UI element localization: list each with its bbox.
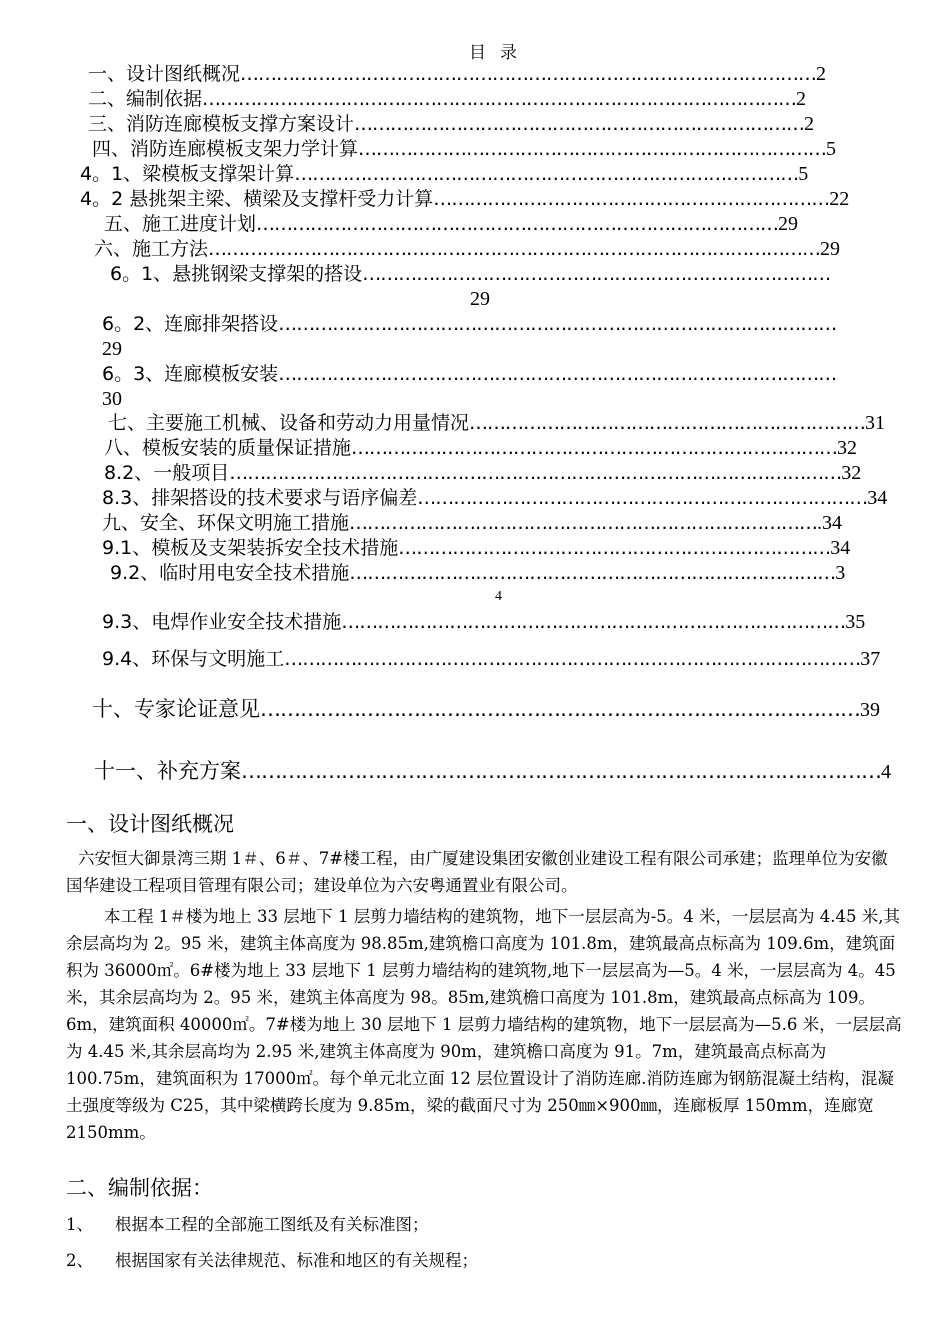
toc-entry-text: 七、主要施工机械、设备和劳动力用量情况 [108, 412, 470, 434]
toc-entry-text: 9.1、模板及支架装拆安全技术措施 [102, 537, 399, 559]
toc-leader: ………………………………………………………… [469, 412, 866, 434]
toc-page: 35 [845, 611, 866, 633]
list-item [66, 1211, 429, 1235]
toc-entry-text: 一、设计图纸概况 [88, 63, 241, 85]
toc-entry[interactable] [80, 162, 808, 186]
toc-entry-text: 6。2、连廊排架搭设 [102, 313, 279, 335]
toc-leader: …………………………………………………………………………… [256, 213, 779, 235]
toc-page: 32 [841, 462, 862, 484]
toc-entry[interactable] [88, 87, 806, 111]
toc-entry[interactable] [102, 312, 836, 336]
toc-entry-text: 8.2、一般项目 [104, 462, 230, 484]
list-number: 2、 [66, 1251, 93, 1270]
toc-leader: ………………………………………………………………… [354, 113, 805, 135]
toc-page: 22 [829, 188, 850, 210]
toc-entry-text: 4。1、梁模板支撑架计算 [80, 163, 295, 185]
toc-entry[interactable] [102, 511, 842, 535]
toc-entry-text: 8.3、排架搭设的技术要求与语序偏差 [102, 487, 418, 509]
toc-page: 2 [796, 88, 807, 110]
toc-entry[interactable] [108, 411, 885, 435]
toc-page: 29 [778, 213, 799, 235]
toc-page-wrapped: 29 [470, 288, 490, 310]
toc-leader: ………………………………………………………………………… [294, 163, 799, 185]
toc-entry-text: 9.3、电焊作业安全技术措施 [102, 611, 342, 633]
toc-leader: ……………………………………………………………… [398, 537, 831, 559]
section-heading: 一、设计图纸概况 [66, 812, 234, 836]
toc-page: 2 [804, 113, 815, 135]
toc-entry-text: 四、消防连廊模板支架力学计算 [92, 138, 359, 160]
toc-page: 39 [860, 699, 880, 721]
toc-leader: …………………………………………………………………… [358, 138, 827, 160]
list-text: 根据国家有关法律规范、标准和地区的有关规程； [115, 1251, 478, 1270]
toc-page-wrapped: 4 [495, 589, 502, 604]
toc-page-wrapped: 29 [102, 338, 122, 360]
toc-leader: …………………………………………………………………… [362, 263, 831, 285]
toc-page: 31 [865, 412, 886, 434]
toc-entry-text: 十、专家论证意见 [92, 697, 260, 721]
toc-page: 34 [867, 487, 888, 509]
section-heading: 二、编制依据： [66, 1176, 213, 1200]
toc-entry[interactable] [92, 697, 880, 722]
toc-entry[interactable] [104, 461, 861, 485]
toc-entry[interactable] [102, 536, 850, 560]
toc-entry-text: 6。3、连廊模板安装 [102, 363, 279, 385]
toc-entry-text: 九、安全、环保文明施工措施 [102, 512, 350, 534]
toc-leader: ……………………………………………………………………………………… [202, 88, 797, 110]
toc-page: .34 [817, 512, 843, 534]
list-number: 1、 [66, 1215, 93, 1234]
toc-leader: ……………………………………………………………………………… [260, 697, 860, 721]
toc-entry[interactable] [104, 212, 798, 236]
toc-entry[interactable] [80, 187, 849, 211]
toc-leader: ……………………………………………………………………… [349, 562, 836, 584]
toc-entry-text: 9.4、环保与文明施工 [102, 648, 285, 670]
toc-leader: ………………………………………………………………………………………… [229, 462, 842, 484]
toc-entry[interactable] [94, 237, 840, 261]
toc-leader: …………………………………………………………………………………… [240, 63, 817, 85]
toc-entry-text: 6。1、悬挑钢梁支撑架的搭设 [110, 263, 363, 285]
toc-leader: ………………………………………………………………………………… [278, 363, 837, 385]
toc-entry[interactable] [88, 112, 814, 136]
toc-entry[interactable] [102, 486, 887, 510]
paragraph: 本工程 1＃楼为地上 33 层地下 1 层剪力墙结构的建筑物，地下一层层高为-5。4 米，一层层高为 4.45 米,其余层高均为 2。95 米，建筑主体高度为 98.85m,建筑檐口高度为 101.8m，建筑最高点标高为 109.6m，建筑面积为 36000㎡。6#楼为地上 33 层地下 1 层剪力墙结构的建筑物,地下一层层高为—5。4 米，一层层高为 4。45 米，其余层高均为 2。95 米，建筑主体高度为 98。85m,建筑檐口高度为 101.8m，建筑最高点标高为 109。6m，建筑面积 40000㎡。7#楼为地上 30 层地下 1 层剪力墙结构的建筑物，地下一层层高为—5.6 米，一层层高为 4.45 米,其余层高均为 2.95 米,建筑主体高度为 90m，建筑檐口高度为 91。7m，建筑最高点标高为 100.75m，建筑面积为 17000㎡。每个单元北立面 12 层位置设计了消防连廊.消防连廊为钢筋混凝土结构，混凝土强度等级为 C25，其中梁横跨长度为 9.85m，梁的截面尺寸为 250㎜×900㎜，连廊板厚 150mm，连廊宽 2150mm。 [66, 907, 902, 1142]
toc-leader: ………………………………………………………………………………… [278, 313, 837, 335]
toc-entry[interactable] [92, 137, 836, 161]
toc-entry-text: 4。2 悬挑架主梁、横梁及支撑杆受力计算 [80, 188, 434, 210]
toc-leader: …………………………………………………………………………………… [241, 759, 881, 783]
toc-entry[interactable] [102, 647, 880, 671]
toc-leader: …………………………………………………………………… [349, 512, 818, 534]
toc-page-wrapped: 30 [102, 388, 122, 410]
toc-leader: ………………………………………………………………………… [341, 611, 846, 633]
toc-entry[interactable] [110, 262, 830, 286]
toc-title: 目录 [469, 43, 531, 63]
toc-entry[interactable] [102, 610, 865, 634]
toc-entry-text: 六、施工方法 [94, 238, 209, 260]
toc-leader: ………………………………………………………………………………………… [208, 238, 821, 260]
toc-entry-text: 三、消防连廊模板支撑方案设计 [88, 113, 355, 135]
toc-entry-text: 五、施工进度计划 [104, 213, 257, 235]
toc-entry[interactable] [102, 362, 836, 386]
toc-entry[interactable] [104, 436, 857, 460]
toc-entry[interactable] [88, 62, 826, 86]
toc-entry-text: 二、编制依据 [88, 88, 203, 110]
toc-leader: …………………………………………………………………………………… [284, 648, 861, 670]
list-item [66, 1247, 478, 1271]
toc-page: 32 [837, 437, 858, 459]
toc-entry-text: 十一、补充方案 [94, 759, 241, 783]
toc-entry[interactable] [110, 561, 845, 585]
toc-leader: ……………………………………………………………………… [351, 437, 838, 459]
toc-page: 3 [835, 562, 846, 584]
toc-leader: ………………………………………………………………… [417, 487, 868, 509]
toc-entry-text: 9.2、临时用电安全技术措施 [110, 562, 350, 584]
paragraph: 六安恒大御景湾三期 1＃、6＃、7#楼工程，由广厦建设集团安徽创业建设工程有限公司承建；监理单位为安徽国华建设工程项目管理有限公司；建设单位为六安粤通置业有限公司。 [66, 849, 888, 895]
toc-page: 37 [860, 648, 881, 670]
toc-page: 2 [816, 63, 827, 85]
toc-page: 5 [798, 163, 809, 185]
toc-page: 34 [830, 537, 851, 559]
toc-page: 29 [820, 238, 841, 260]
toc-page: 5 [826, 138, 837, 160]
list-text: 根据本工程的全部施工图纸及有关标准图； [115, 1215, 429, 1234]
toc-page: 4 [881, 761, 891, 783]
toc-leader: ………………………………………………………… [433, 188, 830, 210]
toc-entry[interactable] [94, 759, 891, 784]
toc-entry-text: 八、模板安装的质量保证措施 [104, 437, 352, 459]
